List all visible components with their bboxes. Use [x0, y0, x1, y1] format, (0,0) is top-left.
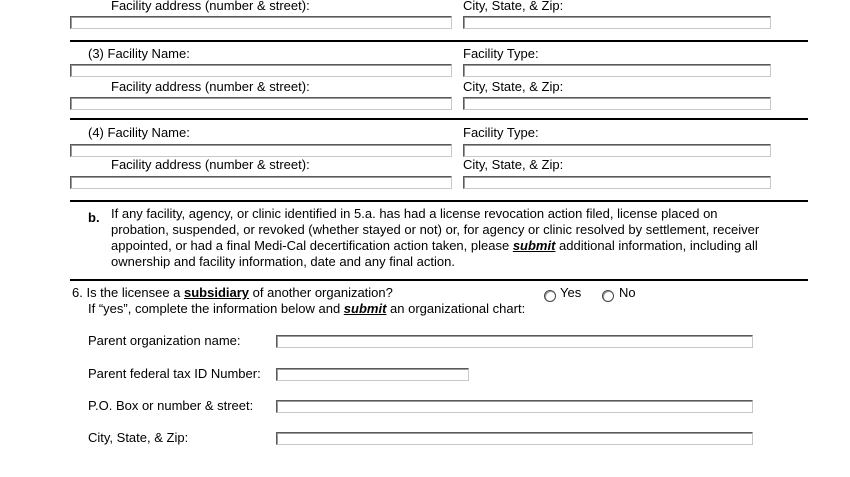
- section-b-line-3-pre: appointed, or had a final Medi-Cal decertification action taken, please: [111, 238, 513, 253]
- section-b-submit-emphasis: submit: [512, 238, 556, 253]
- facility4-city-label: City, State, & Zip:: [463, 157, 564, 172]
- facility4-address-label: Facility address (number & street):: [111, 157, 310, 172]
- section-b-marker: [88, 210, 100, 225]
- divider-line: [70, 40, 808, 42]
- facility2-address-field[interactable]: [70, 16, 452, 29]
- facility3-type-label: Facility Type:: [463, 46, 539, 61]
- facility2-address-label: Facility address (number & street):: [111, 0, 310, 13]
- yes-radio[interactable]: [544, 290, 556, 302]
- instructions-post: an organizational chart:: [386, 301, 526, 316]
- divider-line: [70, 118, 808, 120]
- section-b-line-4: ownership and facility information, date and any final action.: [111, 254, 455, 269]
- section-b-paragraph: [111, 206, 811, 270]
- section-b-line-2: probation, suspended, or revoked (whether stayed or not) or, for agency or clinic resolved by settlement, receiver: [111, 222, 760, 237]
- question6-instructions: [88, 301, 525, 316]
- question6-post: of another organization?: [249, 285, 393, 300]
- divider-line: [70, 279, 808, 281]
- facility4-type-label: Facility Type:: [463, 125, 539, 140]
- facility3-type-field[interactable]: [463, 64, 771, 77]
- po-box-label: P.O. Box or number & street:: [88, 398, 254, 413]
- section-b-line-1: If any facility, agency, or clinic identified in 5.a. has had a license revocation action filed, license placed on: [111, 206, 718, 221]
- no-radio[interactable]: [602, 290, 614, 302]
- facility3-address-label: Facility address (number & street):: [111, 79, 310, 94]
- tax-id-field[interactable]: [276, 368, 469, 381]
- facility4-name-label: (4) Facility Name:: [88, 125, 190, 140]
- facility4-address-field[interactable]: [70, 176, 452, 189]
- facility2-city-label: City, State, & Zip:: [463, 0, 564, 13]
- section-b-line-3: [111, 238, 811, 254]
- facility4-name-field[interactable]: [70, 144, 452, 157]
- subsidiary-emphasis: subsidiary: [184, 285, 250, 300]
- facility3-name-label: (3) Facility Name:: [88, 46, 190, 61]
- po-box-field[interactable]: [276, 400, 753, 413]
- facility3-city-label: City, State, & Zip:: [463, 79, 564, 94]
- section-b-marker-text: b.: [88, 210, 100, 225]
- facility3-name-field[interactable]: [70, 64, 452, 77]
- question6-text: [72, 285, 393, 300]
- facility3-address-field[interactable]: [70, 97, 452, 110]
- parent-name-field[interactable]: [276, 335, 753, 348]
- facility4-city-field[interactable]: [463, 176, 771, 189]
- facility3-city-field[interactable]: [463, 97, 771, 110]
- yes-label: Yes: [560, 285, 582, 300]
- no-label: No: [619, 285, 636, 300]
- facility2-city-field[interactable]: [463, 16, 771, 29]
- section-b-line-3-post: additional information, including all: [555, 238, 758, 253]
- instructions-submit-emphasis: submit: [343, 301, 387, 316]
- tax-id-label: Parent federal tax ID Number:: [88, 366, 261, 381]
- parent-city-field[interactable]: [276, 432, 753, 445]
- parent-city-label: City, State, & Zip:: [88, 430, 189, 445]
- question6-pre: 6. Is the licensee a: [72, 285, 185, 300]
- parent-name-label: Parent organization name:: [88, 333, 241, 348]
- divider-line: [70, 200, 808, 202]
- facility4-type-field[interactable]: [463, 144, 771, 157]
- instructions-pre: If “yes”, complete the information below and: [88, 301, 344, 316]
